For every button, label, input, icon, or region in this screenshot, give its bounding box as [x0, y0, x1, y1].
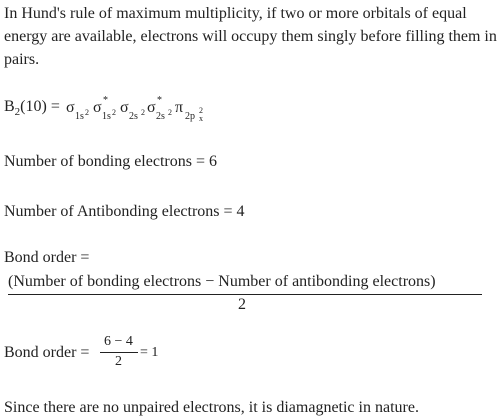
orbital-sigma-star-1s [93, 95, 116, 122]
bond-order-formula [4, 264, 484, 314]
calc-fraction-bar [100, 352, 138, 353]
orbital-occupancy: 2 [199, 106, 203, 115]
orbital-sigma-2s [120, 98, 145, 122]
intro-paragraph: In Hund's rule of maximum multiplicity, if two or more orbitals of equal energy are available, electrons will occupy them singly before filling them in pairs. [4, 5, 497, 68]
orbital-axis: x [199, 114, 203, 123]
orbital-symbol: σ [120, 99, 129, 116]
orbital-subscript: 1s [102, 111, 111, 122]
orbital-subscript: 2p [185, 111, 195, 122]
orbital-subscript: 2s [156, 111, 165, 122]
conclusion-line: Since there are no unpaired electrons, it is diamagnetic in nature. [4, 399, 419, 416]
bonding-electrons-line: Number of bonding electrons = 6 [4, 153, 217, 170]
orbital-symbol: π [175, 99, 184, 116]
orbital-symbol: σ [147, 99, 156, 116]
calc-result: = 1 [140, 345, 159, 360]
config-equals: (10) = [20, 98, 60, 115]
orbital-sigma-star-2s [147, 95, 172, 122]
orbital-subscript: 2s [129, 111, 138, 122]
bond-order-calc-label: Bond order = [4, 344, 90, 361]
orbital-symbol: σ [93, 99, 102, 116]
antibonding-electrons-line: Number of Antibonding electrons = 4 [4, 203, 245, 220]
orbital-subscript: 1s [75, 111, 84, 122]
orbital-symbol: σ [66, 99, 75, 116]
orbital-occupancy: 2 [141, 108, 145, 117]
fraction-bar [8, 294, 482, 295]
config-element: B [4, 98, 15, 115]
orbital-occupancy: 2 [168, 108, 172, 117]
orbital-occupancy: 2 [112, 108, 116, 117]
formula-denominator: 2 [238, 296, 246, 313]
calc-numerator: 6 − 4 [104, 334, 133, 349]
bond-order-calculation [4, 334, 204, 374]
orbital-star: * [157, 95, 162, 106]
calc-denominator: 2 [115, 354, 122, 369]
formula-numerator: (Number of bonding electrons − Number of antibonding electrons) [8, 273, 436, 290]
orbital-star: * [103, 95, 108, 106]
bond-order-label: Bond order = [4, 249, 90, 266]
orbital-occupancy: 2 [85, 108, 89, 117]
config-lhs [4, 98, 60, 118]
config-element-sub: 2 [14, 106, 21, 119]
orbital-sigma-1s [66, 98, 89, 122]
orbital-pi-2px [175, 98, 203, 123]
